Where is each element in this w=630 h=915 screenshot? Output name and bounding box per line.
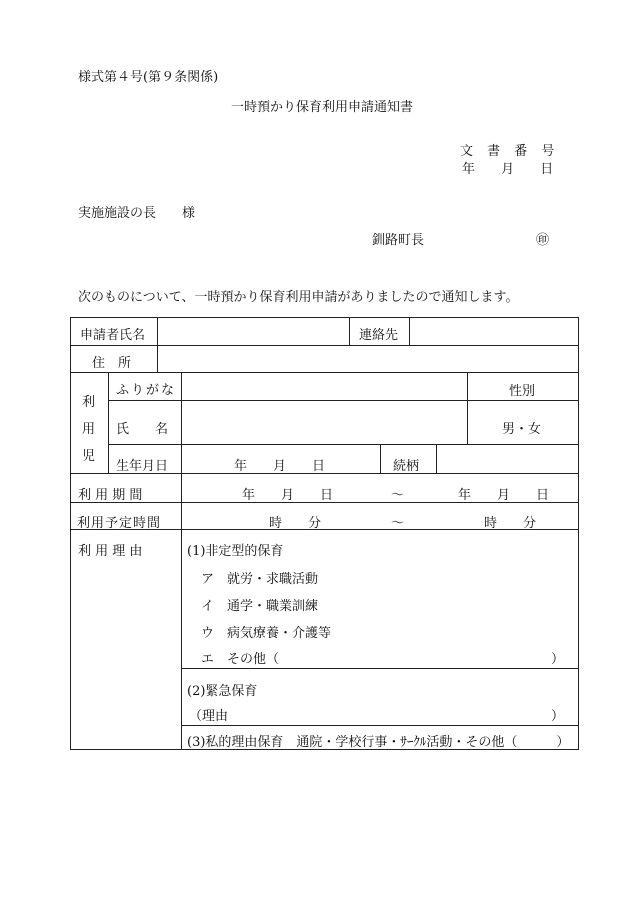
reason-2-detail: （理由 (189, 709, 229, 724)
table-rule (181, 725, 578, 726)
table-rule (108, 372, 109, 473)
reason-label: 利 用 理 由 (78, 544, 143, 559)
relationship-label: 続柄 (393, 459, 420, 474)
document-title: 一時預かり保育利用申請通知書 (231, 100, 414, 115)
birthdate-label: 生年月日 (116, 459, 169, 474)
table-rule (181, 372, 182, 750)
child-name-label: 氏 名 (116, 422, 169, 437)
table-rule (436, 444, 437, 473)
reason-1b: イ 通学・職業訓練 (201, 599, 319, 614)
reason-3: (3)私的理由保育 通院・学校行事・ｻｰｸﾙ活動・その他（ ） (187, 735, 570, 750)
gender-label: 性別 (509, 384, 536, 399)
child-group-char: 児 (82, 449, 96, 464)
reason-1: (1)非定型的保育 (187, 544, 284, 559)
table-rule (70, 345, 578, 346)
table-rule (380, 444, 381, 473)
table-rule (349, 317, 350, 345)
period-label: 利 用 期 間 (78, 488, 143, 503)
table-rule (70, 372, 578, 373)
contact-label: 連絡先 (359, 328, 399, 343)
scheduled-time-label: 利用予定時間 (77, 516, 162, 531)
address-label: 住 所 (92, 356, 132, 371)
applicant-name-label: 申請者氏名 (80, 328, 146, 343)
time-start: 時 分 (269, 516, 322, 531)
period-tilde: ～ (391, 488, 405, 503)
time-end: 時 分 (484, 516, 537, 531)
table-rule (157, 317, 158, 373)
date-label: 年 月 日 (462, 162, 554, 177)
sender-name: 釧路町長 (372, 233, 425, 248)
period-end: 年 月 日 (458, 488, 550, 503)
reason-1a: ア 就労・求職活動 (201, 572, 319, 587)
table-rule (409, 317, 410, 345)
child-group-char: 用 (82, 422, 96, 437)
period-start: 年 月 日 (242, 488, 334, 503)
form-number: 様式第４号(第９条関係) (78, 70, 219, 85)
table-rule (578, 317, 579, 750)
reason-1c: ウ 病気療養・介護等 (201, 626, 332, 641)
table-rule (108, 444, 578, 445)
table-rule (70, 317, 71, 750)
furigana-label: ふりがな (116, 383, 177, 398)
table-rule (108, 400, 578, 401)
reason-2: (2)緊急保育 (187, 684, 258, 699)
reason-1d-close: ） (551, 652, 565, 667)
gender-value: 男・女 (502, 422, 542, 437)
table-rule (70, 317, 578, 318)
reason-2-close: ） (551, 709, 565, 724)
table-rule (181, 668, 578, 669)
intro-text: 次のものについて、一時預かり保育利用申請がありましたので通知します。 (78, 290, 519, 305)
addressee: 実施施設の長 様 (78, 206, 196, 221)
reason-1d: エ その他（ (201, 652, 280, 667)
child-group-char: 利 (82, 395, 96, 410)
time-tilde: ～ (391, 516, 405, 531)
seal-mark: ㊞ (536, 233, 550, 248)
table-rule (467, 372, 468, 444)
doc-number-label: 文 書 番 号 (460, 144, 560, 159)
birthdate-value: 年 月 日 (234, 459, 326, 474)
